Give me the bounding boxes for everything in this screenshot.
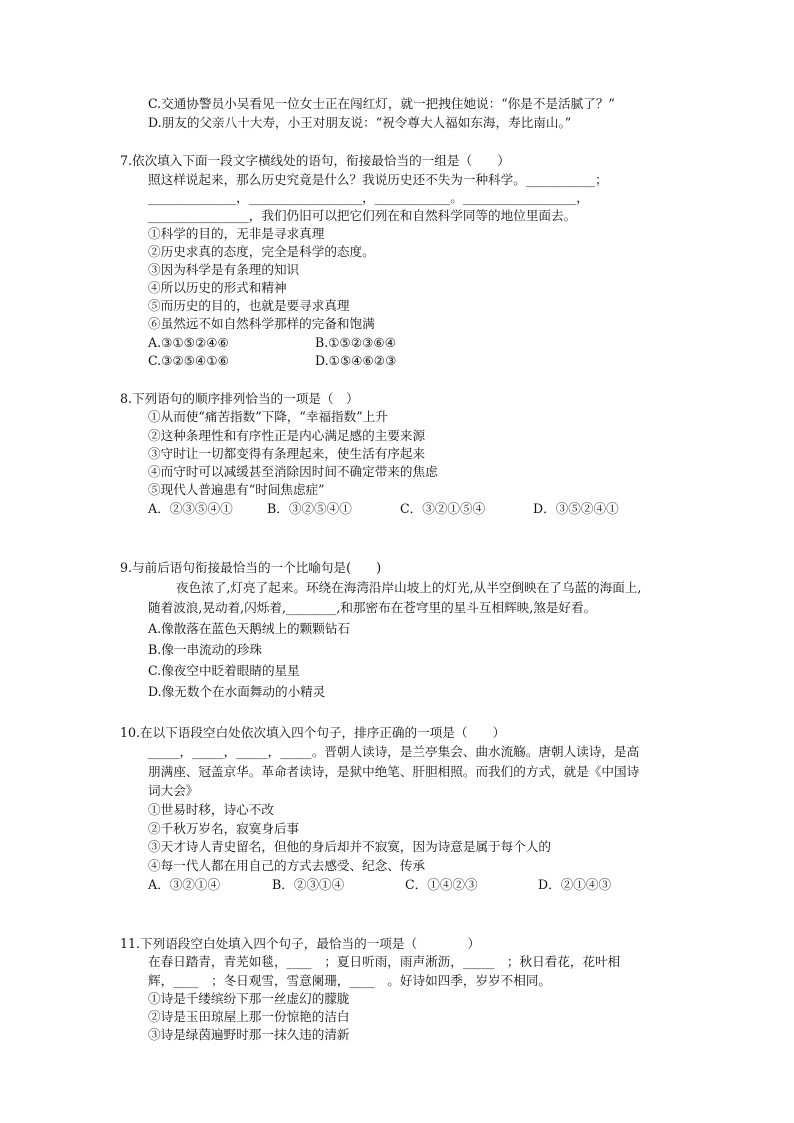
q10-item: ②千秋万岁名，寂寞身后事 — [148, 821, 300, 836]
q10-item: ①世易时移，诗心不改 — [148, 802, 274, 817]
q10-option-b: B．②③①④ — [272, 877, 345, 892]
q8-item: ①从而使“痛苦指数”下降，“幸福指数”上升 — [148, 409, 388, 424]
q8-item: ⑤现代人普遍患有“时间焦虑症” — [148, 482, 325, 497]
q6-option-d: D.朋友的父亲八十大寿，小王对朋友说：“祝令尊大人福如东海，寿比南山。” — [148, 115, 572, 130]
q9-passage-line: 夜色浓了,灯亮了起来。环绕在海湾沿岸山坡上的灯光,从半空倒映在了乌蓝的海面上, — [176, 580, 642, 595]
q7-item: ③因为科学是有条理的知识 — [148, 262, 300, 277]
q6-option-c: C.交通协警员小吴看见一位女士正在闯红灯，就一把拽住她说：“你是不是活腻了？” — [148, 96, 615, 111]
q10-passage-line: 朋满座、冠盖京华。革命者读诗，是狱中绝笔、肝胆相照。而我们的方式，就是《中国诗 — [148, 764, 640, 779]
q11-item: ③诗是绿茵遍野时那一抹久违的清新 — [148, 1027, 350, 1042]
q8-option-a: A．②③⑤④① — [148, 501, 233, 516]
q9-option-b: B.像一串流动的珍珠 — [148, 642, 263, 657]
q9-passage-line: 随着波浪,晃动着,闪烁着,________,和那密布在苍穹里的星斗互相辉映,煞是好看。 — [148, 600, 597, 615]
q11-passage-line: 在春日踏青，青芜如毯，____ ；夏日听雨，雨声淅沥，_____ ；秋日看花，花叶相 — [148, 954, 621, 969]
q7-item: ⑥虽然远不如自然科学那样的完备和饱满 — [148, 316, 375, 331]
q7-option-d: D.①⑤④⑥②③ — [315, 353, 397, 368]
q10-item: ③天才诗人青史留名，但他的身后却并不寂寞，因为诗意是属于每个人的 — [148, 839, 551, 854]
q7-option-b: B.①⑤②③⑥④ — [315, 335, 396, 350]
q8-item: ④而守时可以减缓甚至消除因时间不确定带来的焦虑 — [148, 464, 438, 479]
q9-option-c: C.像夜空中眨着眼睛的星星 — [148, 663, 300, 678]
q10-stem: 10.在以下语段空白处依次填入四个句子，排序正确的一项是（ ） — [120, 725, 506, 740]
q7-item: ⑤而历史的目的，也就是要寻求真理 — [148, 298, 350, 313]
q11-passage-line: 辉，____ ；冬日观雪，雪意阑珊，____ 。好诗如四季，岁岁不相同。 — [148, 973, 551, 988]
q7-passage-line: 照这样说起来，那么历史究竟是什么？我说历史还不失为一种科学。___________； — [148, 172, 608, 187]
q7-item: ④所以历史的形式和精神 — [148, 280, 287, 295]
q10-option-d: D．②①④③ — [538, 877, 612, 892]
q7-option-c: C.③②⑤④①⑥ — [148, 353, 229, 368]
q8-item: ②这种条理性和有序性正是内心满足感的主要来源 — [148, 428, 426, 443]
q7-item: ②历史求真的态度，完全是科学的态度。 — [148, 244, 375, 259]
q11-item: ②诗是玉田琼屋上那一份惊艳的洁白 — [148, 1009, 350, 1024]
q8-item: ③守时让一切都变得有条理起来，使生活有序起来 — [148, 446, 426, 461]
q10-passage-line: 词大会》 — [148, 783, 199, 798]
q8-option-c: C．③②①⑤④ — [400, 501, 486, 516]
q7-passage-line: ________________，我们仍旧可以把它们列在和自然科学同等的地位里面去。 — [148, 208, 577, 223]
q9-option-d: D.像无数个在水面舞动的小精灵 — [148, 684, 326, 699]
q11-item: ①诗是千缕缤纷下那一丝虚幻的朦胧 — [148, 991, 350, 1006]
q9-option-a: A.像散落在蓝色天鹅绒上的颗颗钻石 — [148, 621, 351, 636]
q10-option-a: A．③②①④ — [148, 877, 221, 892]
q10-passage-line: _____，_____，_____，_____。晋朝人读诗，是兰亭集会、曲水流觞。唐朝人读诗，是高 — [148, 744, 640, 759]
q7-item: ①科学的目的，无非是寻求真理 — [148, 226, 325, 241]
q8-option-b: B．③②⑤④① — [267, 501, 352, 516]
q8-stem: 8.下列语句的顺序排列恰当的一项是（ ） — [120, 391, 359, 406]
q10-option-c: C．①④②③ — [405, 877, 478, 892]
q7-option-a: A.③①⑤②④⑥ — [148, 335, 229, 350]
q8-option-d: D．③⑤②④① — [533, 501, 619, 516]
q10-item: ④每一代人都在用自己的方式去感受、纪念、传承 — [148, 858, 426, 873]
q7-passage-line: ______________，__________________，____________。__________________， — [148, 190, 589, 205]
q7-stem: 7.依次填入下面一段文字横线处的语句，衔接最恰当的一组是（ ） — [120, 153, 510, 168]
q11-stem: 11.下列语段空白处填入四个句子，最恰当的一项是（ ） — [120, 936, 481, 951]
q9-stem: 9.与前后语句衔接最恰当的一个比喻句是( ) — [120, 560, 382, 575]
